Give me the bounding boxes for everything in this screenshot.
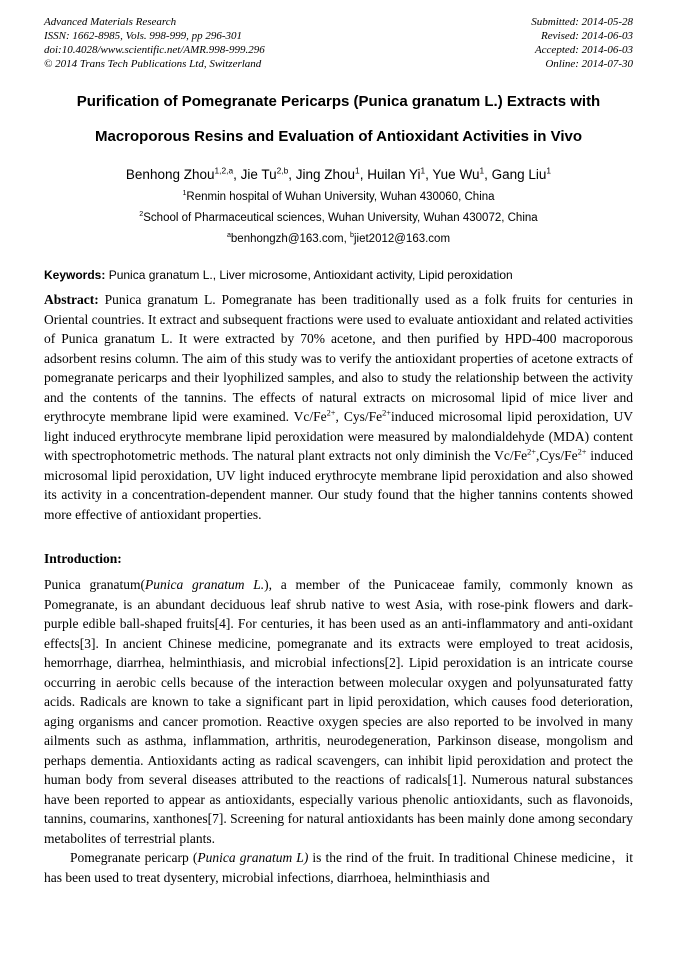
keywords-line (44, 268, 633, 282)
keywords-text: Punica granatum L., Liver microsome, Antioxidant activity, Lipid peroxidation (105, 268, 513, 282)
submission-dates (531, 15, 633, 71)
paper-title: Purification of Pomegranate Pericarps (Punica granatum L.) Extracts with Macroporous Resins and Evaluation of Antioxidant Activities in Vivo (76, 93, 601, 145)
affiliation-2: $^2$School of Pharmaceutical sciences, Wuhan University, Wuhan 430072, China (139, 210, 538, 224)
journal-name: Advanced Materials Research (44, 16, 177, 28)
abstract-label: Abstract: (44, 292, 105, 307)
date-revised: Revised: 2014-06-03 (541, 30, 633, 42)
journal-copyright-line: © 2014 Trans Tech Publications Ltd, Switzerland (44, 58, 262, 70)
journal-issn-line: ISSN: 1662-8985, Vols. 998-999, pp 296-301 (44, 30, 242, 42)
affiliation-1: $^1$Renmin hospital of Wuhan University, Wuhan 430060, China (182, 189, 495, 203)
date-accepted: Accepted: 2014-06-03 (534, 44, 633, 56)
affiliations-block (44, 191, 633, 245)
abstract-text: Punica granatum L. Pomegranate has been traditionally used as a folk fruits for centuries in Oriental countries. It extract and subsequent fractions were used to evaluate antioxidant and related activities of Punica granatum L. It were extracted by 70% acetone, and then purified by HPD-400 macroporous adsorbent resins column. The aim of this study was to verify the antioxidant properties of acetone extracts of pomegranate pericarps and their lyophilized samples, and also to study the relationship between the activity and the contents of the tannins. The effects of natural extracts on microsomal lipid of mice liver and erythrocyte membrane lipid were examined. $Vc/Fe^{2+}$, Cys/$Fe^{2+}induced$ microsomal lipid peroxidation, UV light induced erythrocyte membrane lipid peroxidation were measured by malondialdehyde (MDA) content with spectrophotometric methods. The natural plant extracts not only diminish the $Vc/Fe^{2+},Cys/Fe^{2+}$ induced microsomal lipid peroxidation, UV light induced erythrocyte membrane lipid peroxidation and also showed its activity in a concentration-dependent manner. Our study found that the higher tannins contents showed more effective of antioxidant properties. (44, 292, 634, 522)
author-emails: $^a$benhongzh@163.com, $^b$jiet2012@163.com (226, 231, 451, 245)
intro-paragraph-1: Punica granatum(Punica granatum L.), a member of the Punicaceae family, commonly known as Pomegranate, is an abundant deciduous leaf shrub native to west Asia, with rose-pink flowers and dark-purple edible ball-shaped fruits[4]. For centuries, it has been used as an anti-inflammatory and anti-oxidant effects[3]. In ancient Chinese medicine, pomegranate and its extracts were employed to treat acidosis, hemorrhage, diarrhea, helminthiasis, and microbial infections[2]. Lipid peroxidation is an intricate course occurring in aerobic cells because of the interaction between molecular oxygen and polyunsaturated fatty acids. Radicals are known to take a significant part in lipid peroxidation, which causes food deterioration, aging organisms and cancer promotion. Reactive oxygen species are also reported to be involved in many ailments such as asthma, inflammation, arthritis, neurodegeneration, Parkinson disease, mongolism and perhaps dementia. Antioxidants acting as radical scavengers, can inhibit lipid peroxidation and protect the human body from several diseases attributed to the reactions of radicals[1]. Numerous natural substances have been reported to appear as antioxidants, especially various phenolic antioxidants, such as flavonoids, tannins, coumarins, xanthones[7]. Screening for natural antioxidants has been mainly done among secondary metabolites of terrestrial plants. (44, 577, 633, 846)
introduction-heading: Introduction: (44, 551, 122, 566)
section-introduction (44, 551, 633, 887)
journal-header (44, 15, 633, 71)
authors-line: Benhong Zhou$^{1,2,a}$, Jie Tu$^{2,b}$, Jing Zhou$^1$, Huilan Yi$^1$, Yue Wu$^1$, Gang Liu$^1$ (125, 165, 552, 182)
date-submitted: Submitted: 2014-05-28 (531, 16, 633, 28)
abstract-paragraph (44, 290, 633, 524)
intro-paragraph-2: Pomegranate pericarp (Punica granatum L) is the rind of the fruit. In traditional Chinese medicine，it has been used to treat dysentery, microbial infections, diarrhoea, helminthiasis and (44, 850, 633, 885)
journal-doi-line: doi:10.4028/www.scientific.net/AMR.998-999.296 (44, 44, 265, 56)
keywords-label: Keywords: (44, 268, 106, 282)
date-online: Online: 2014-07-30 (545, 58, 633, 70)
journal-info (44, 15, 265, 71)
